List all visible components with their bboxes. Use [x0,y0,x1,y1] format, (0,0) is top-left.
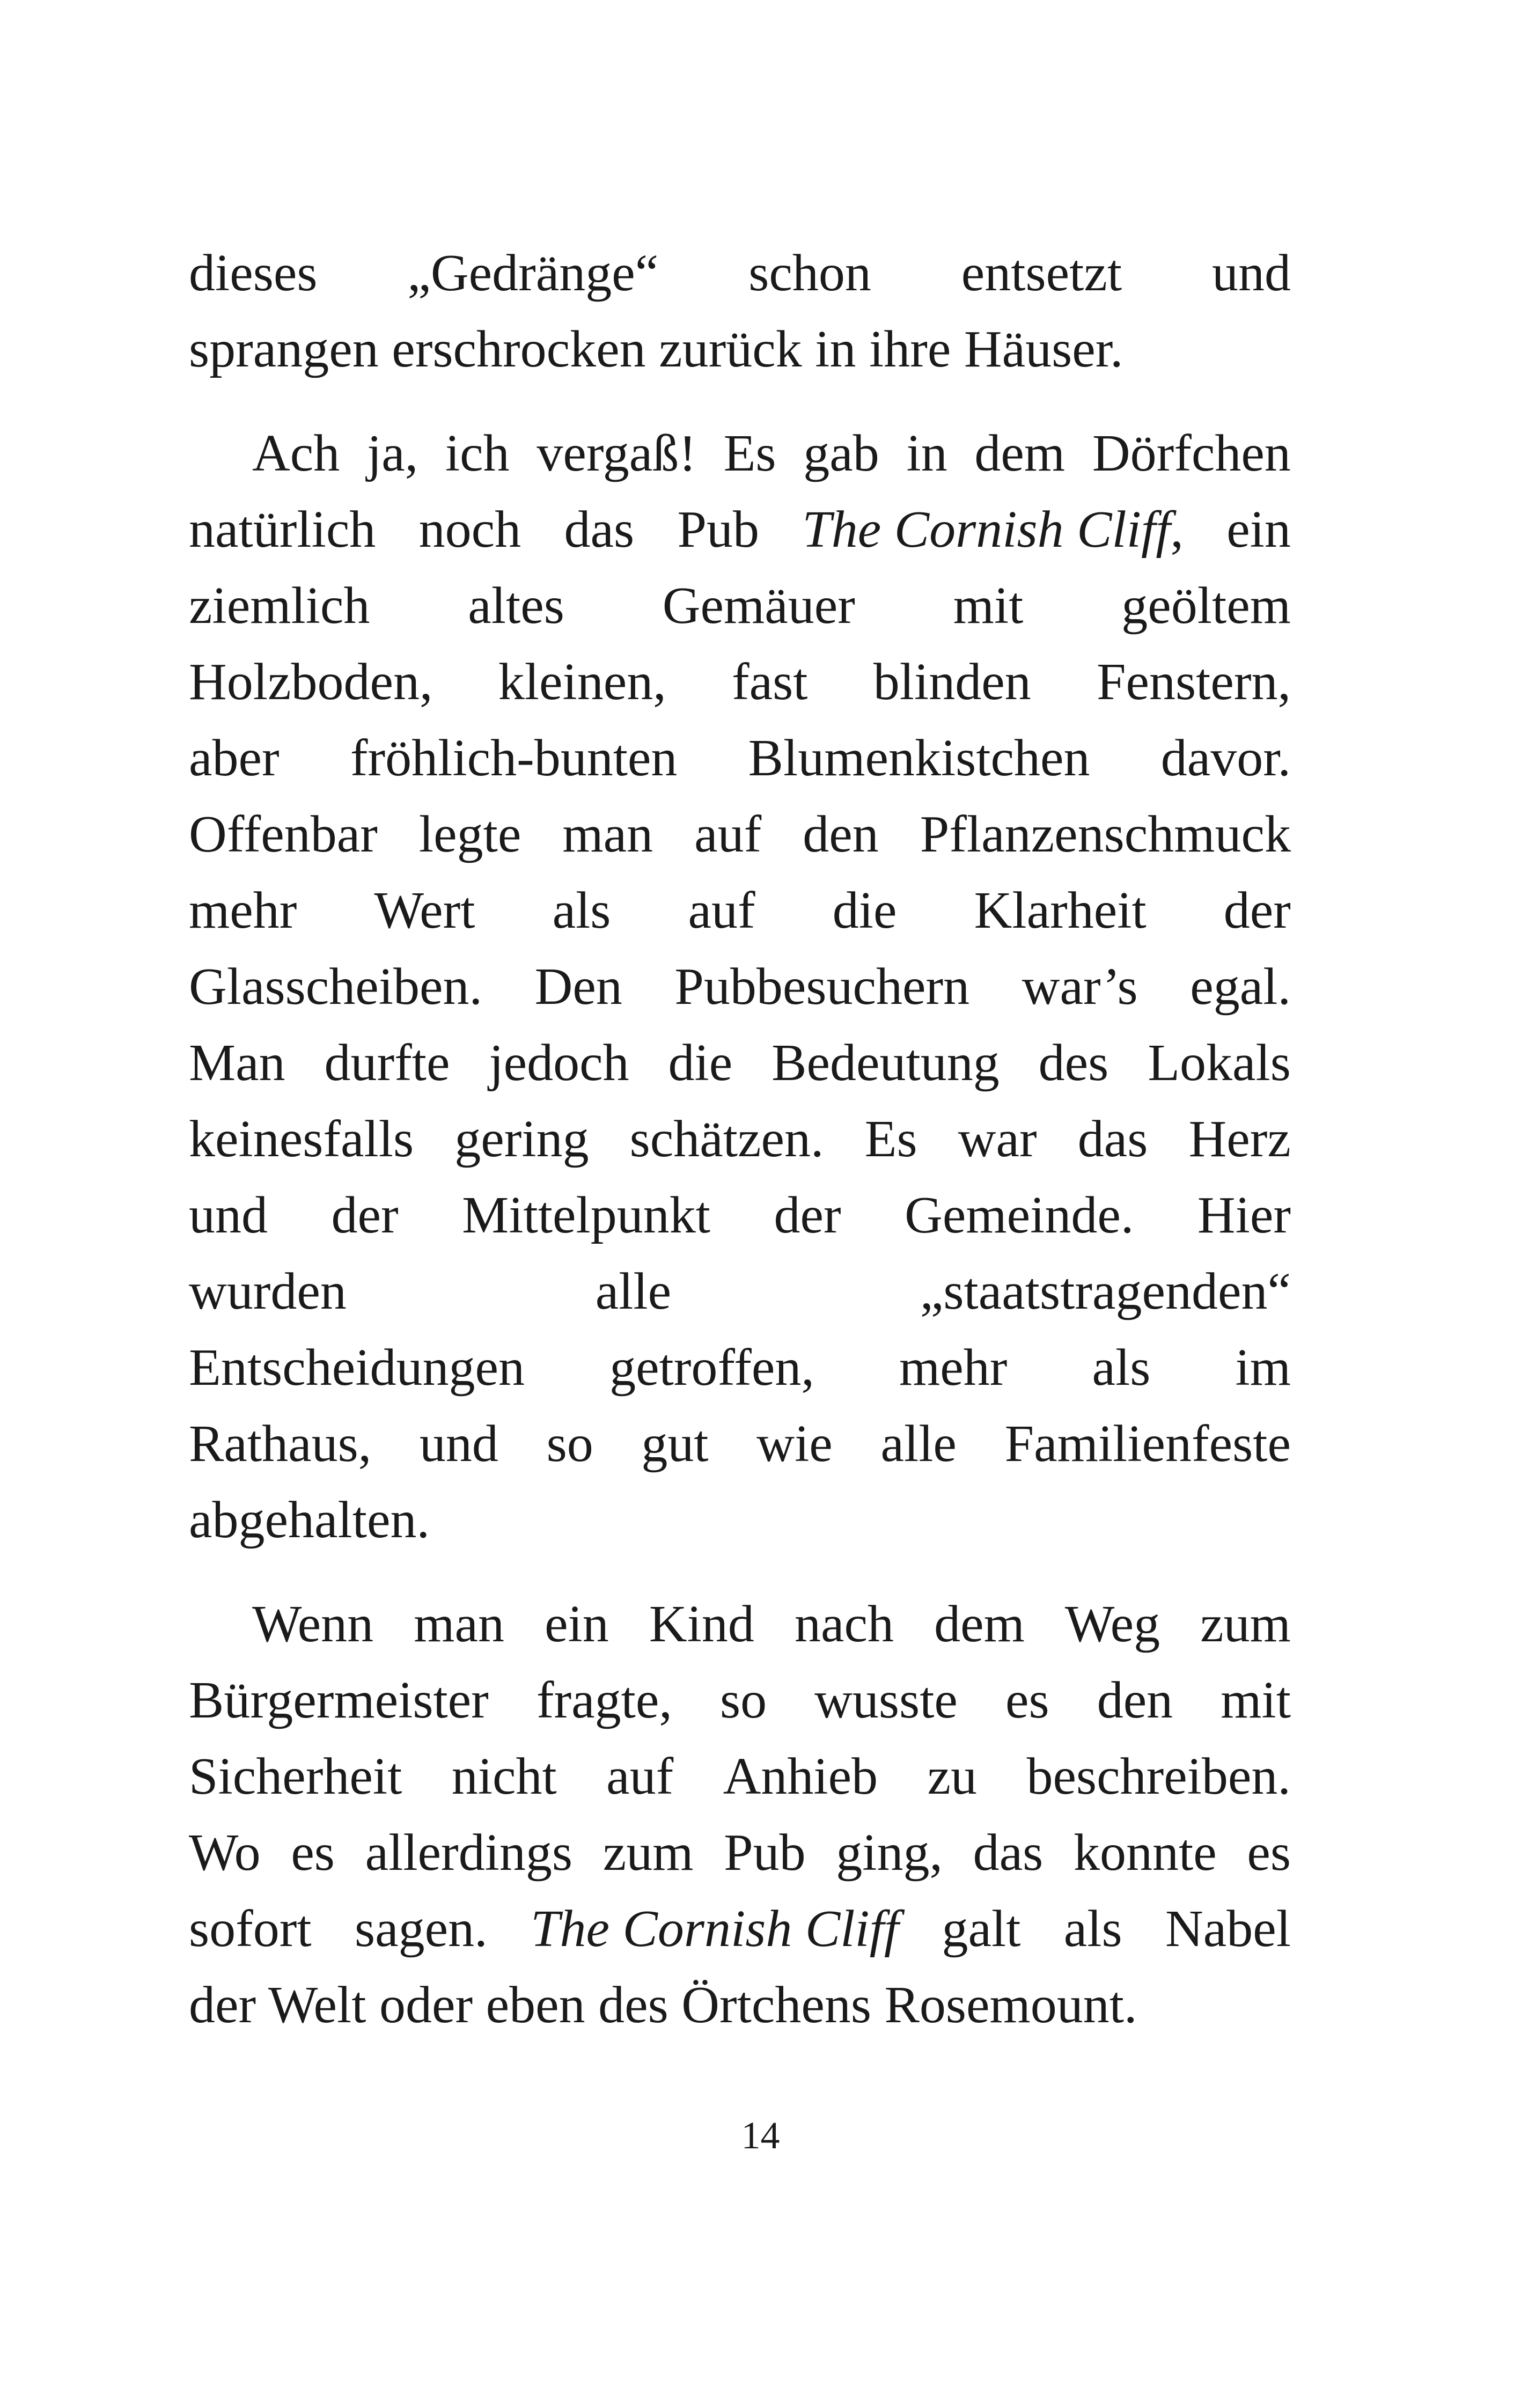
word: man [562,805,653,863]
word: Wenn [252,1595,374,1653]
word: den [803,805,879,863]
word: das [973,1824,1044,1882]
word: allerdings [365,1824,573,1882]
word: gering [454,1110,589,1168]
text-segment [1226,491,1291,568]
text-segment [189,311,1123,387]
segment-text: sofort [189,1900,312,1958]
paragraph [189,235,1291,387]
word: Bürgermeister [189,1671,489,1729]
word: so [546,1415,593,1473]
word: keinesfalls [189,1110,414,1168]
word: altes [468,577,564,635]
segment-text: galt [942,1900,1021,1958]
word: Lokals [1148,1034,1291,1092]
text-line [189,1253,1291,1330]
word: so [719,1671,767,1729]
word: gut [641,1415,709,1473]
word: gab [803,424,879,482]
text-line [189,568,1291,644]
segment-text: das [564,501,635,559]
word: der [774,1186,841,1244]
word: Pub [724,1824,806,1882]
word: ein [545,1595,609,1653]
word: es [1005,1671,1049,1729]
word: Klarheit [974,882,1147,939]
word: „Gedränge“ [407,244,659,302]
word: Man [189,1034,285,1092]
word: Pflanzenschmuck [920,805,1291,863]
word: „staatstragenden“ [920,1262,1291,1320]
word: die [668,1034,733,1092]
word: konnte [1073,1824,1217,1882]
text-line [189,491,1291,568]
text-segment [189,1482,430,1558]
word: dem [974,424,1066,482]
word: Offenbar [189,805,378,863]
word: es [1247,1824,1291,1882]
text-segment [189,1967,1137,2043]
word: ich [445,424,510,482]
segment-text: noch [418,501,521,559]
word: und [1211,244,1291,302]
text-segment [677,491,759,568]
text-line [189,1967,1291,2043]
text-line [189,949,1291,1025]
text-segment [564,491,634,568]
word: wusste [814,1671,958,1729]
segment-text: The Cornish Cliff [802,501,1171,559]
segment-text: der Welt oder eben des Örtchens Rosemount. [189,1976,1137,2034]
word: beschreiben. [1026,1748,1291,1805]
word: Fenstern, [1096,653,1291,711]
word: alle [880,1415,957,1473]
word: legte [418,805,521,863]
word: Familienfeste [1004,1415,1291,1473]
word: mehr [899,1339,1008,1397]
word: Gemäuer [662,577,855,635]
word: durfte [324,1034,450,1092]
page-number: 14 [741,2114,780,2157]
word: Bedeutung [771,1034,1000,1092]
text-segment [419,491,521,568]
word: Gemeinde. [905,1186,1134,1244]
segment-text: Pub [677,501,759,559]
word: Dörfchen [1092,424,1291,482]
word: es [291,1824,335,1882]
word: fragte, [536,1671,672,1729]
paragraph [189,1586,1291,2043]
text-segment [942,1891,1020,1967]
word: wurden [189,1262,347,1320]
word: schon [748,244,871,302]
word: Glasscheiben. [189,958,482,1016]
text-segment [1064,1891,1122,1967]
word: Wert [374,882,475,939]
word: fast [731,653,808,711]
word: aber [189,729,280,787]
word: Es [864,1110,917,1168]
word: Ach [252,424,340,482]
text-line [189,796,1291,872]
word: Weg [1064,1595,1160,1653]
word: jedoch [489,1034,629,1092]
word: Blumenkistchen [748,729,1090,787]
word: war’s [1022,958,1138,1016]
word: der [331,1186,399,1244]
text-line [189,1815,1291,1891]
word: Herz [1188,1110,1291,1168]
word: davor. [1160,729,1291,787]
text-segment [189,491,376,568]
word: Hier [1197,1186,1291,1244]
word: geöltem [1121,577,1291,635]
word: Es [723,424,776,482]
paragraph [189,415,1291,1558]
word: der [1223,882,1291,939]
segment-text: The Cornish Cliff [530,1900,899,1958]
text-line [189,1891,1291,1967]
text-line [189,872,1291,949]
word: man [414,1595,504,1653]
word: vergaß! [537,424,696,482]
text-line [189,1177,1291,1253]
word: Sicherheit [189,1748,402,1805]
word: des [1038,1034,1109,1092]
word: fröhlich-bunten [350,729,678,787]
text-segment [189,1891,312,1967]
word: auf [606,1748,674,1805]
word: zum [602,1824,694,1882]
word: den [1097,1671,1173,1729]
body-text [189,235,1291,2043]
segment-text: ein [1226,501,1291,559]
word: wie [756,1415,833,1473]
text-line [189,720,1291,796]
word: ziemlich [189,577,370,635]
word: Mittelpunkt [462,1186,710,1244]
word: zu [927,1748,978,1805]
word: ging, [836,1824,943,1882]
word: war [958,1110,1037,1168]
text-segment [1165,1891,1291,1967]
word: und [419,1415,498,1473]
word: Wo [189,1824,261,1882]
word: Pubbesuchern [674,958,970,1016]
word: mehr [189,882,297,939]
word: Anhieb [723,1748,878,1805]
segment-text: Nabel [1165,1900,1291,1958]
text-line [189,1586,1291,1662]
text-line [189,1025,1291,1101]
word: in [906,424,947,482]
word: kleinen, [498,653,666,711]
text-line [189,1406,1291,1482]
text-line [189,1482,1291,1558]
word: auf [694,805,762,863]
word: und [189,1186,268,1244]
italic-title [531,1891,899,1967]
word: entsetzt [961,244,1122,302]
text-line [189,311,1291,387]
word: zum [1200,1595,1291,1653]
segment-text: sagen. [354,1900,488,1958]
word: dieses [189,244,318,302]
segment-text: natürlich [189,501,376,559]
word: mit [1221,1671,1291,1729]
word: getroffen, [609,1339,814,1397]
segment-text: sprangen erschrocken zurück in ihre Häuser. [189,320,1123,378]
text-line [189,1330,1291,1406]
word: im [1235,1339,1291,1397]
word: das [1077,1110,1148,1168]
segment-text: abgehalten. [189,1491,430,1549]
text-line [189,1738,1291,1815]
word: Entscheidungen [189,1339,525,1397]
text-segment [355,1891,488,1967]
word: als [1092,1339,1151,1397]
text-line [189,415,1291,491]
word: ja, [366,424,418,482]
word: die [832,882,897,939]
word: alle [595,1262,672,1320]
text-line [189,1101,1291,1177]
word: nach [795,1595,894,1653]
italic-title [802,491,1184,568]
text-line [189,644,1291,720]
text-line [189,235,1291,311]
segment-suffix: , [1170,501,1184,559]
segment-text: als [1063,1900,1122,1958]
word: nicht [451,1748,557,1805]
word: Rathaus, [189,1415,372,1473]
word: mit [953,577,1024,635]
word: schätzen. [629,1110,824,1168]
word: als [552,882,611,939]
word: Holzboden, [189,653,433,711]
word: Den [534,958,622,1016]
text-line [189,1662,1291,1738]
word: blinden [873,653,1031,711]
word: egal. [1190,958,1291,1016]
word: dem [934,1595,1025,1653]
word: Kind [649,1595,754,1653]
word: auf [688,882,755,939]
